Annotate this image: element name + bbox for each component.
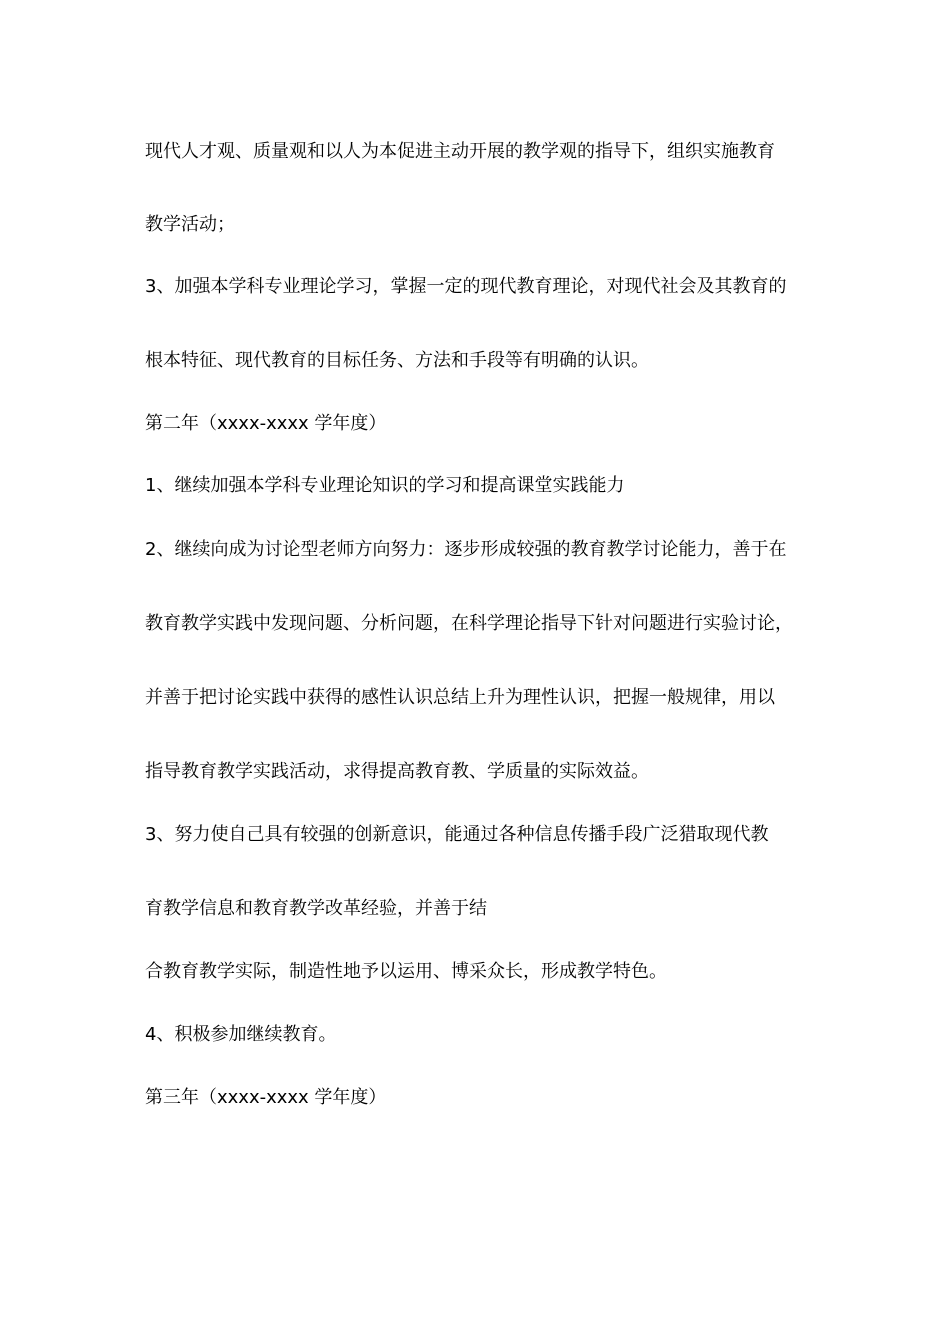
list-item-3: 3、加强本学科专业理论学习，掌握一定的现代教育理论，对现代社会及其教育的 [145, 276, 787, 297]
paragraph-line: 育教学信息和教育教学改革经验，并善于结 [145, 898, 487, 919]
paragraph-line: 根本特征、现代教育的目标任务、方法和手段等有明确的认识。 [145, 350, 649, 371]
list-item-4: 4、积极参加继续教育。 [145, 1024, 337, 1045]
section-heading-year-2: 第二年（xxxx-xxxx 学年度） [145, 413, 387, 434]
paragraph-line: 现代人才观、质量观和以人为本促进主动开展的教学观的指导下，组织实施教育 [145, 141, 775, 162]
paragraph-line: 指导教育教学实践活动，求得提高教育教、学质量的实际效益。 [145, 761, 649, 782]
paragraph-line: 并善于把讨论实践中获得的感性认识总结上升为理性认识，把握一般规律，用以 [145, 687, 775, 708]
list-item-2: 2、继续向成为讨论型老师方向努力：逐步形成较强的教育教学讨论能力，善于在 [145, 539, 787, 560]
list-item-1: 1、继续加强本学科专业理论知识的学习和提高课堂实践能力 [145, 475, 625, 496]
paragraph-line: 教学活动； [145, 214, 235, 235]
paragraph-line: 教育教学实践中发现问题、分析问题，在科学理论指导下针对问题进行实验讨论， [145, 613, 793, 634]
list-item-3: 3、努力使自己具有较强的创新意识，能通过各种信息传播手段广泛猎取现代教 [145, 824, 769, 845]
paragraph-line: 合教育教学实际，制造性地予以运用、博采众长，形成教学特色。 [145, 961, 667, 982]
section-heading-year-3: 第三年（xxxx-xxxx 学年度） [145, 1087, 387, 1108]
